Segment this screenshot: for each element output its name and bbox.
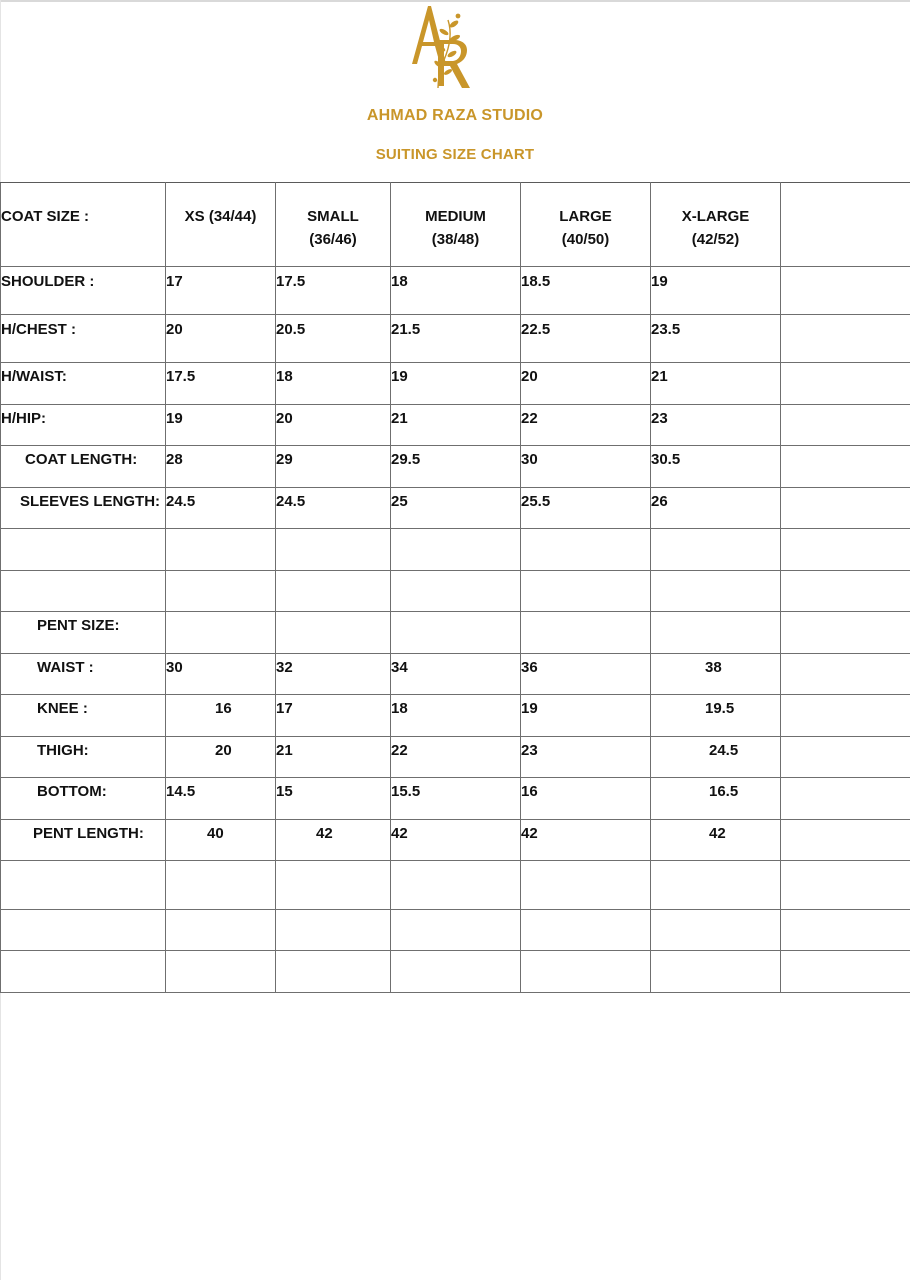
empty-cell xyxy=(651,910,781,951)
value-cell: 17.5 xyxy=(166,363,276,405)
value-cell: 42 xyxy=(521,820,651,861)
row-label: PENT LENGTH: xyxy=(1,820,166,861)
empty-row xyxy=(1,529,910,571)
table-row xyxy=(1,488,910,529)
value-cell: 17 xyxy=(276,695,391,737)
value-cell: 30.5 xyxy=(651,446,781,488)
value-cell: 30 xyxy=(166,654,276,695)
value-cell: 24.5 xyxy=(651,737,781,778)
table-row xyxy=(1,267,910,315)
value-cell: 20 xyxy=(521,363,651,405)
ar-monogram-icon xyxy=(404,2,488,94)
value-cell: 19 xyxy=(651,267,781,315)
empty-cell xyxy=(781,488,910,529)
empty-cell xyxy=(781,861,910,910)
empty-cell xyxy=(781,820,910,861)
row-label: KNEE : xyxy=(1,695,166,737)
empty-cell xyxy=(781,363,910,405)
empty-cell xyxy=(651,861,781,910)
value-cell: 19 xyxy=(391,363,521,405)
empty-cell xyxy=(781,612,910,654)
empty-cell xyxy=(781,529,910,571)
brand-logo xyxy=(404,2,488,94)
value-cell: 15.5 xyxy=(391,778,521,820)
value-cell: 14.5 xyxy=(166,778,276,820)
row-label: BOTTOM: xyxy=(1,778,166,820)
empty-cell xyxy=(391,951,521,993)
value-cell: 16.5 xyxy=(651,778,781,820)
row-label: SHOULDER : xyxy=(1,267,166,315)
value-cell: 29.5 xyxy=(391,446,521,488)
value-cell: 42 xyxy=(651,820,781,861)
row-label: THIGH: xyxy=(1,737,166,778)
value-cell: 42 xyxy=(276,820,391,861)
empty-cell xyxy=(521,951,651,993)
empty-cell xyxy=(521,612,651,654)
size-header-medium: MEDIUM (38/48) xyxy=(391,183,521,267)
value-cell: 22 xyxy=(391,737,521,778)
value-cell: 20 xyxy=(166,737,276,778)
value-cell: 19.5 xyxy=(651,695,781,737)
empty-cell xyxy=(1,571,166,612)
table-row xyxy=(1,405,910,446)
value-cell: 19 xyxy=(521,695,651,737)
value-cell: 23 xyxy=(651,405,781,446)
table-row xyxy=(1,315,910,363)
empty-cell xyxy=(781,315,910,363)
table-row xyxy=(1,446,910,488)
empty-cell xyxy=(781,183,910,267)
value-cell: 23 xyxy=(521,737,651,778)
value-cell: 30 xyxy=(521,446,651,488)
row-label: COAT LENGTH: xyxy=(1,446,166,488)
value-cell: 22.5 xyxy=(521,315,651,363)
row-label: H/WAIST: xyxy=(1,363,166,405)
value-cell: 25 xyxy=(391,488,521,529)
value-cell: 16 xyxy=(166,695,276,737)
empty-cell xyxy=(166,861,276,910)
chart-title: SUITING SIZE CHART xyxy=(375,146,535,163)
table-row xyxy=(1,654,910,695)
empty-cell xyxy=(276,910,391,951)
value-cell: 21 xyxy=(391,405,521,446)
table-row xyxy=(1,820,910,861)
empty-cell xyxy=(651,571,781,612)
size-chart-table xyxy=(0,182,910,993)
value-cell: 32 xyxy=(276,654,391,695)
value-cell: 25.5 xyxy=(521,488,651,529)
empty-cell xyxy=(1,910,166,951)
value-cell: 17 xyxy=(166,267,276,315)
empty-cell xyxy=(651,529,781,571)
value-cell: 38 xyxy=(651,654,781,695)
empty-cell xyxy=(166,529,276,571)
value-cell: 18 xyxy=(276,363,391,405)
value-cell: 36 xyxy=(521,654,651,695)
size-header-large: LARGE (40/50) xyxy=(521,183,651,267)
empty-cell xyxy=(651,612,781,654)
coat-size-label: COAT SIZE : xyxy=(1,183,166,267)
value-cell: 18 xyxy=(391,695,521,737)
empty-cell xyxy=(166,612,276,654)
empty-cell xyxy=(276,571,391,612)
empty-cell xyxy=(1,861,166,910)
empty-cell xyxy=(521,910,651,951)
empty-cell xyxy=(276,861,391,910)
table-row xyxy=(1,695,910,737)
value-cell: 21 xyxy=(276,737,391,778)
value-cell: 22 xyxy=(521,405,651,446)
value-cell: 18.5 xyxy=(521,267,651,315)
empty-cell xyxy=(391,910,521,951)
value-cell: 21 xyxy=(651,363,781,405)
value-cell: 21.5 xyxy=(391,315,521,363)
empty-cell xyxy=(781,951,910,993)
empty-cell xyxy=(166,951,276,993)
empty-cell xyxy=(521,529,651,571)
value-cell: 20 xyxy=(276,405,391,446)
table-row xyxy=(1,737,910,778)
value-cell: 18 xyxy=(391,267,521,315)
empty-cell xyxy=(521,861,651,910)
value-cell: 20.5 xyxy=(276,315,391,363)
empty-cell xyxy=(781,778,910,820)
pent-size-header-row xyxy=(1,612,910,654)
empty-cell xyxy=(521,571,651,612)
row-label: SLEEVES LENGTH: xyxy=(1,488,166,529)
empty-cell xyxy=(781,910,910,951)
empty-cell xyxy=(276,529,391,571)
empty-cell xyxy=(781,737,910,778)
empty-cell xyxy=(1,529,166,571)
coat-size-header-row xyxy=(1,183,910,267)
empty-cell xyxy=(781,654,910,695)
row-label: H/CHEST : xyxy=(1,315,166,363)
empty-cell xyxy=(781,446,910,488)
value-cell: 24.5 xyxy=(276,488,391,529)
empty-cell xyxy=(781,695,910,737)
empty-cell xyxy=(781,571,910,612)
size-header-small: SMALL (36/46) xyxy=(276,183,391,267)
empty-cell xyxy=(1,951,166,993)
empty-cell xyxy=(781,267,910,315)
empty-cell xyxy=(391,529,521,571)
value-cell: 29 xyxy=(276,446,391,488)
value-cell: 28 xyxy=(166,446,276,488)
size-header-xs: XS (34/44) xyxy=(166,183,276,267)
pent-size-label: PENT SIZE: xyxy=(1,612,166,654)
value-cell: 19 xyxy=(166,405,276,446)
brand-name: AHMAD RAZA STUDIO xyxy=(366,107,544,124)
empty-cell xyxy=(651,951,781,993)
empty-row xyxy=(1,861,910,910)
empty-cell xyxy=(391,861,521,910)
row-label: H/HIP: xyxy=(1,405,166,446)
value-cell: 40 xyxy=(166,820,276,861)
value-cell: 20 xyxy=(166,315,276,363)
empty-cell xyxy=(391,612,521,654)
value-cell: 23.5 xyxy=(651,315,781,363)
table-row xyxy=(1,778,910,820)
value-cell: 17.5 xyxy=(276,267,391,315)
value-cell: 15 xyxy=(276,778,391,820)
empty-row xyxy=(1,910,910,951)
empty-row xyxy=(1,951,910,993)
size-header-x-large: X-LARGE (42/52) xyxy=(651,183,781,267)
value-cell: 24.5 xyxy=(166,488,276,529)
empty-cell xyxy=(276,951,391,993)
value-cell: 42 xyxy=(391,820,521,861)
empty-row xyxy=(1,571,910,612)
empty-cell xyxy=(781,405,910,446)
empty-cell xyxy=(166,571,276,612)
row-label: WAIST : xyxy=(1,654,166,695)
table-row xyxy=(1,363,910,405)
value-cell: 34 xyxy=(391,654,521,695)
empty-cell xyxy=(166,910,276,951)
value-cell: 26 xyxy=(651,488,781,529)
empty-cell xyxy=(391,571,521,612)
empty-cell xyxy=(276,612,391,654)
value-cell: 16 xyxy=(521,778,651,820)
